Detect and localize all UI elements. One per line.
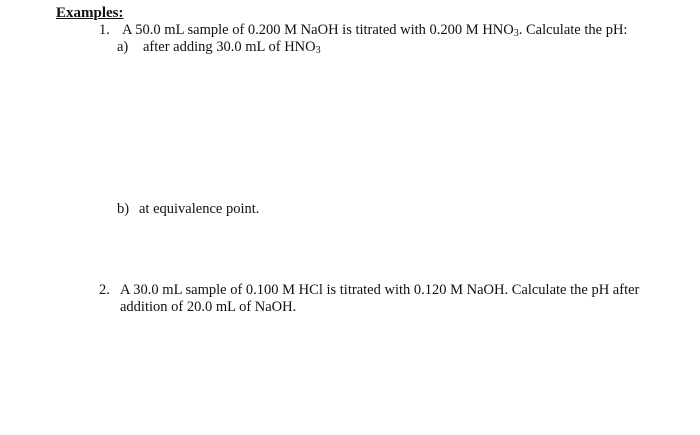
part-label: a) bbox=[117, 39, 129, 55]
problem-text: A 50.0 mL sample of 0.200 M NaOH is titrated with 0.200 M $HNO_3$. Calculate the pH: bbox=[122, 22, 628, 39]
part-text: after adding 30.0 mL of $HNO_3$ bbox=[143, 39, 321, 56]
part-label: b) bbox=[117, 201, 130, 217]
problem-number: 2. bbox=[99, 282, 110, 298]
problem-text-line-2: addition of 20.0 mL of NaOH. bbox=[120, 299, 297, 315]
part-text: at equivalence point. bbox=[139, 201, 260, 217]
problem-text-line-1: A 30.0 mL sample of 0.100 M HCl is titrated with 0.120 M NaOH. Calculate the pH after bbox=[120, 282, 640, 298]
examples-heading: Examples: bbox=[56, 5, 124, 21]
problem-number: 1. bbox=[99, 22, 110, 38]
